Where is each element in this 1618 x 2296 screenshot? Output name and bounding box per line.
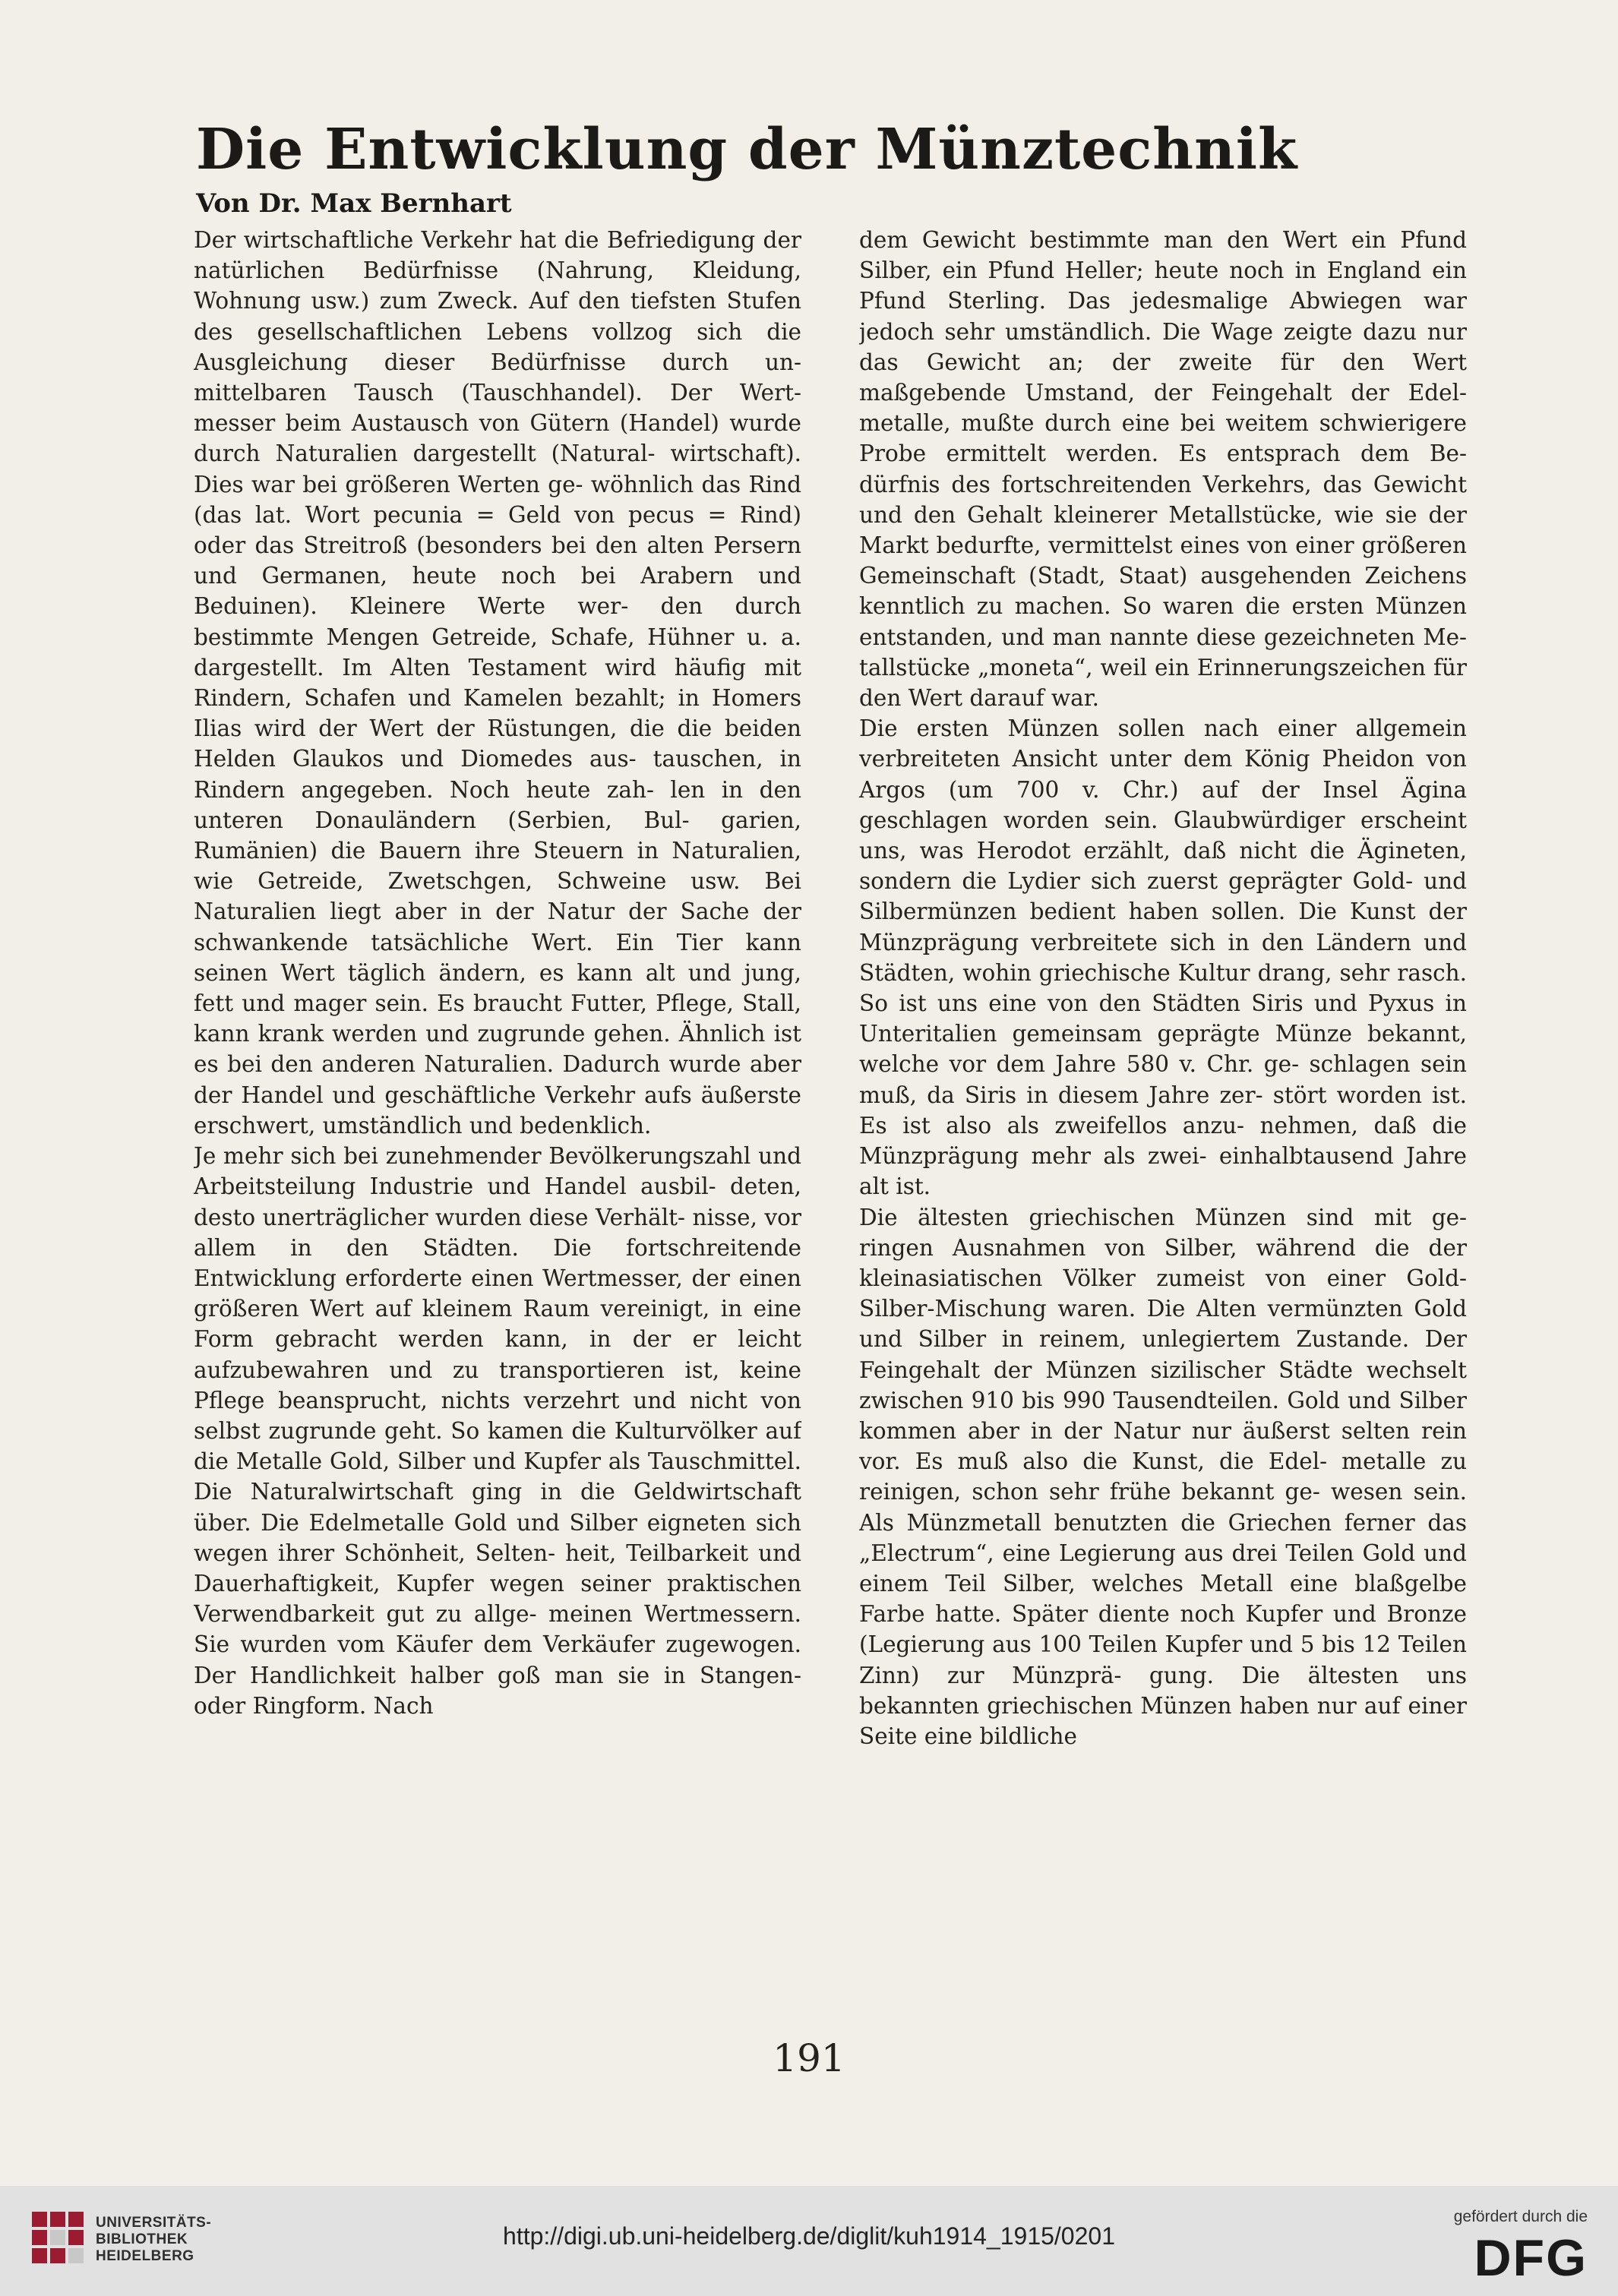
dfg-logo: DFG xyxy=(1474,2229,1588,2287)
library-name-line: BIBLIOTHEK xyxy=(96,2231,188,2247)
paragraph: Die ältesten griechischen Münzen sind mit ge- ringen Ausnahmen von Silber, während die der kleinasiatischen Völker zumeist von einer Gold- Silber-Mischung waren. Die Alten vermünzten Gold und Silber in reinem, unlegiertem Zustande. Der Feingehalt der Münzen sizilischer Städte wechselt zwischen 910 bis 990 Tausendteilen. Gold und Silber kommen aber in der Natur nur äußerst selten rein vor. Es muß also die Kunst, die Edel- metalle zu reinigen, schon sehr frühe bekannt ge- wesen sein. Als Münzmetall benutzten die Griechen ferner das „Electrum“, eine Legierung aus drei Teilen Gold und einem Teil Silber, welches Metall eine blaßgelbe Farbe hatte. Später diente noch Kupfer und Bronze (Legierung aus 100 Teilen Kupfer und 5 bis 12 Teilen Zinn) zur Münzprä- gung. Die ältesten uns bekannten griechischen Münzen haben nur auf einer Seite eine bildliche xyxy=(859,1204,1467,1749)
paragraph: Die ersten Münzen sollen nach einer allgemein verbreiteten Ansicht unter dem König Pheidon von Argos (um 700 v. Chr.) auf der Insel Ägina geschlagen worden sein. Glaubwürdiger erscheint uns, was Herodot erzählt, daß nicht die Ägineten, sondern die Lydier sich zuerst geprägter Gold- und Silbermünzen bedient haben sollen. Die Kunst der Münzprägung verbreitete sich in den Ländern und Städten, wohin griechische Kultur drang, sehr rasch. So ist uns eine von den Städten Siris und Pyxus in Unteritalien gemeinsam geprägte Münze bekannt, welche vor dem Jahre 580 v. Chr. ge- schlagen sein muß, da Siris in diesem Jahre zer- stört worden ist. Es ist also als zweifellos anzu- nehmen, daß die Münzprägung mehr als zwei- einhalbtausend Jahre alt ist. xyxy=(859,715,1467,1200)
document-url[interactable]: http://digi.ub.uni-heidelberg.de/diglit/kuh1914_1915/0201 xyxy=(503,2222,1115,2250)
article-byline: Von Dr. Max Bernhart xyxy=(196,188,512,219)
library-name-line: HEIDELBERG xyxy=(96,2248,194,2264)
page-number: 191 xyxy=(773,2036,845,2080)
viewer-footer xyxy=(0,2186,1618,2296)
paragraph: Der wirtschaftliche Verkehr hat die Befriedigung der natürlichen Bedürfnisse (Nahrung, Kleidung, Wohnung usw.) zum Zweck. Auf den tiefsten Stufen des gesellschaftlichen Lebens vollzog sich die Ausgleichung dieser Bedürfnisse durch un- mittelbaren Tausch (Tauschhandel). Der Wert- messer beim Austausch von Gütern (Handel) wurde durch Naturalien dargestellt (Natural- wirtschaft). Dies war bei größeren Werten ge- wöhnlich das Rind (das lat. Wort pecunia = Geld von pecus = Rind) oder das Streitroß (besonders bei den alten Persern und Germanen, heute noch bei Arabern und Beduinen). Kleinere Werte wer- den durch bestimmte Mengen Getreide, Schafe, Hühner u. a. dargestellt. Im Alten Testament wird häufig mit Rindern, Schafen und Kamelen bezahlt; in Homers Ilias wird der Wert der Rüstungen, die die beiden Helden Glaukos und Diomedes aus- tauschen, in Rindern angegeben. Noch heute zah- len in den unteren Donauländern (Serbien, Bul- garien, Rumänien) die Bauern ihre Steuern in Naturalien, wie Getreide, Zwetschgen, Schweine usw. Bei Naturalien liegt aber in der Natur der Sache der schwankende tatsächliche Wert. Ein Tier kann seinen Wert täglich ändern, es kann alt und jung, fett und mager sein. Es braucht Futter, Pflege, Stall, kann krank werden und zugrunde gehen. Ähnlich ist es bei den anderen Naturalien. Dadurch wurde aber der Handel und geschäftliche Verkehr aufs äußerste erschwert, umständlich und bedenklich. xyxy=(194,227,801,1139)
paragraph: dem Gewicht bestimmte man den Wert ein Pfund Silber, ein Pfund Heller; heute noch in England ein Pfund Sterling. Das jedesmalige Abwiegen war jedoch sehr umständlich. Die Wage zeigte dazu nur das Gewicht an; der zweite für den Wert maßgebende Umstand, der Feingehalt der Edel- metalle, mußte durch eine bei weitem schwierigere Probe ermittelt werden. Es entsprach dem Be- dürfnis des fortschreitenden Verkehrs, das Gewicht und den Gehalt kleinerer Metallstücke, wie sie der Markt bedurfte, vermittelst eines von einer größeren Gemeinschaft (Stadt, Staat) ausgehenden Zeichens kenntlich zu machen. So waren die ersten Münzen entstanden, und man nannte diese gezeichneten Me- tallstücke „moneta“, weil ein Erinnerungszeichen für den Wert darauf war. xyxy=(859,227,1467,712)
paragraph: Je mehr sich bei zunehmender Bevölkerungszahl und Arbeitsteilung Industrie und Handel ausbil- deten, desto unerträglicher wurden diese Verhält- nisse, vor allem in den Städten. Die fortschreitende Entwicklung erforderte einen Wertmesser, der einen größeren Wert auf kleinem Raum vereinigt, in eine Form gebracht werden kann, in der er leicht aufzubewahren und zu transportieren ist, keine Pflege beansprucht, nichts verzehrt und nicht von selbst zugrunde geht. So kamen die Kulturvölker auf die Metalle Gold, Silber und Kupfer als Tauschmittel. Die Naturalwirtschaft ging in die Geldwirtschaft über. Die Edelmetalle Gold und Silber eigneten sich wegen ihrer Schönheit, Selten- heit, Teilbarkeit und Dauerhaftigkeit, Kupfer wegen seiner praktischen Verwendbarkeit gut zu allge- meinen Wertmessern. Sie wurden vom Käufer dem Verkäufer zugewogen. Der Handlichkeit halber goß man sie in Stangen- oder Ringform. Nach xyxy=(194,1143,801,1719)
text-column-left xyxy=(194,225,801,1973)
text-column-right xyxy=(859,225,1467,1973)
library-name-line: UNIVERSITÄTS- xyxy=(96,2215,212,2231)
sponsor-caption: gefördert durch die xyxy=(1453,2208,1588,2225)
article-title: Die Entwicklung der Münztechnik xyxy=(196,117,1298,182)
